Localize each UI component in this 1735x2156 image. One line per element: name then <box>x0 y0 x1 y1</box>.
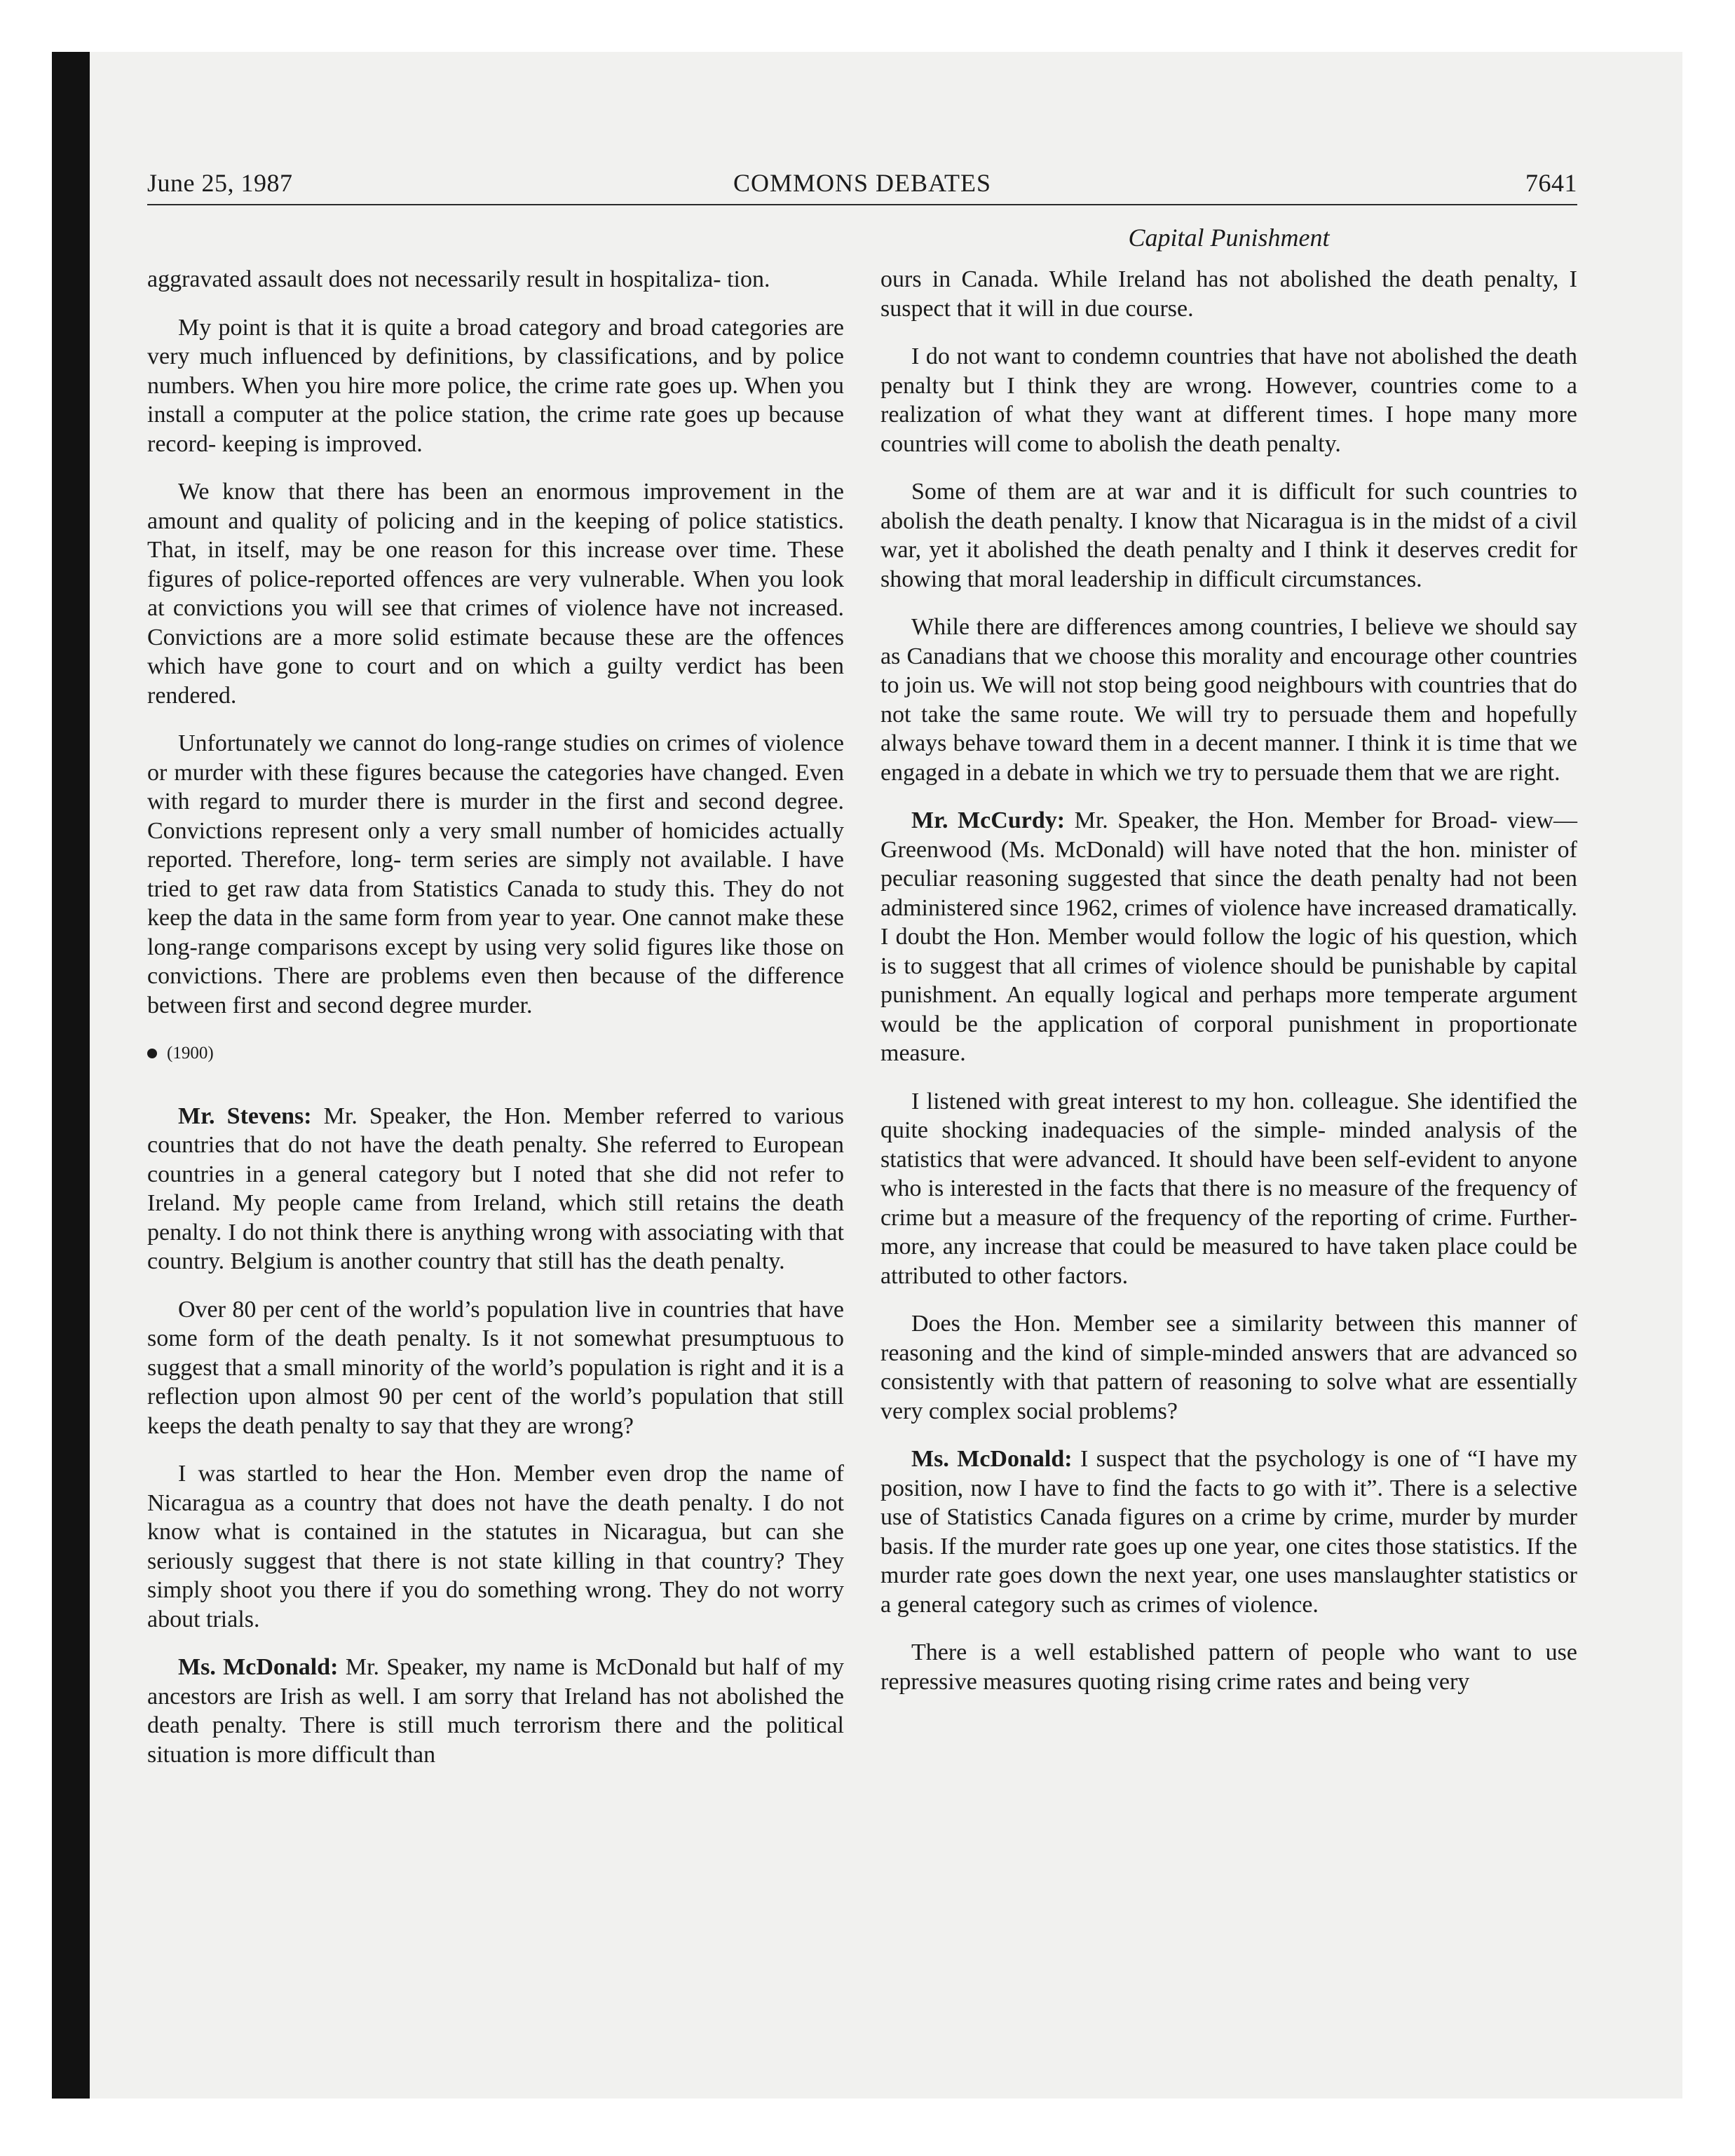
left-column <box>147 265 844 1788</box>
speech-text: Mr. Speaker, my name is McDonald but half of my ancestors are Irish as well. I am sorry that Ireland has not abolished the death penalty. There is still much terrorism there and the political situation is more difficult than <box>147 1654 844 1768</box>
header-title: COMMONS DEBATES <box>733 169 992 197</box>
speech-text: I suspect that the psychology is one of “I have my position, now I have to find the facts to go with it”. There is a selective use of Statistics Canada figures on a crime by crime, murder by murder basis. If the murder rate goes up one year, one cites those statistics. If the murder rate goes down the next year, one uses manslaughter statistics or a general category such as crimes of violence. <box>880 1446 1577 1618</box>
header-date: June 25, 1987 <box>147 169 293 197</box>
speech-paragraph <box>880 806 1577 1068</box>
speaker-name: Mr. McCurdy: <box>911 807 1066 833</box>
subject-heading: Capital Punishment <box>1128 224 1330 252</box>
paragraph: aggravated assault does not necessarily result in hospitaliza- tion. <box>147 266 770 292</box>
speaker-name: Ms. McDonald: <box>911 1446 1073 1472</box>
speech-paragraph <box>880 1445 1577 1619</box>
scan-binding-edge <box>52 52 90 2099</box>
page-header <box>147 168 1577 205</box>
speech-text: Mr. Speaker, the Hon. Member referred to various countries that do not have the death penalty. She referred to European countries in a general category but I noted that she did not refer to Ireland. My people came from Ireland, which still retains the death penalty. I do not think there is anything wrong with associating with that country. Belgium is another country that still has the death penalty. <box>147 1103 845 1274</box>
page-number: 7641 <box>1525 169 1577 197</box>
paragraph: I listened with great interest to my hon. colleague. She identified the quite shocking inadequacies of the simple- minded analysis of the statistics that were advanced. It should have been self-evident to anyone who is interested in the facts that there is no measure of the frequency of crime but a measure of the frequency of the reporting of crime. Further- more, any increase that could be measured to have taken place could be attributed to other factors. <box>880 1088 1577 1289</box>
paragraph: While there are differences among countries, I believe we should say as Canadians that we choose this morality and encourage other countries to join us. We will not stop being good neighbours with countries that do not take the same route. We will try to persuade them and hopefully always behave toward them in a decent manner. I think it is time that we engaged in a debate in which we try to persuade them that we are right. <box>880 614 1577 786</box>
paragraph: There is a well established pattern of people who want to use repressive measures quoting rising crime rates and being very <box>880 1639 1577 1695</box>
paragraph: My point is that it is quite a broad category and broad categories are very much influenced by definitions, by classifications, and by police numbers. When you hire more police, the crime rate goes up. When you install a computer at the police station, the crime rate goes up because record- keeping is improved. <box>147 314 844 457</box>
paragraph: Unfortunately we cannot do long-range studies on crimes of violence or murder with these figures because the categories have changed. Even with regard to murder there is murder in the first and second degree. Convictions represent only a very small number of homicides actually reported. Therefore, long- term series are simply not available. I have tried to get raw data from Statistics Canada to study this. They do not keep the data in the same form from year to year. One cannot make these long-range comparisons except by using very solid figures like those on convictions. There are problems even then because of the difference between first and second degree murder. <box>147 730 844 1018</box>
speech-paragraph <box>147 1653 844 1769</box>
time-marker-text: (1900) <box>167 1044 214 1063</box>
paragraph: ours in Canada. While Ireland has not abolished the death penalty, I suspect that it will in due course. <box>880 266 1577 322</box>
bullet-icon <box>147 1049 157 1058</box>
paragraph: Some of them are at war and it is difficult for such countries to abolish the death penalty. I know that Nicaragua is in the midst of a civil war, yet it abolished the death penalty and I think it deserves credit for showing that moral leadership in difficult circumstances. <box>880 479 1577 592</box>
speech-text: Mr. Speaker, the Hon. Member for Broad- view—Greenwood (Ms. McDonald) will have noted that the hon. minister of peculiar reasoning suggested that since the death penalty had not been administered since 1962, crimes of violence have increased dramatically. I doubt the Hon. Member would follow the logic of his question, which is to suggest that all crimes of violence should be punishable by capital punishment. An equally logical and perhaps more temperate argument would be the application of corporal punishment in proportionate measure. <box>880 807 1577 1066</box>
right-column <box>880 265 1577 1715</box>
paragraph: I was startled to hear the Hon. Member even drop the name of Nicaragua as a country that does not have the death penalty. I do not know what is contained in the statutes in Nicaragua, but can she seriously suggest that there is not state killing in that country? They simply shoot you there if you do something wrong. They do not worry about trials. <box>147 1461 844 1632</box>
paragraph: I do not want to condemn countries that have not abolished the death penalty but I think they are wrong. However, countries come to a realization of what they want at different times. I hope many more countries will come to abolish the death penalty. <box>880 343 1577 457</box>
time-marker <box>147 1039 844 1068</box>
speaker-name: Ms. McDonald: <box>178 1654 339 1680</box>
paragraph: Does the Hon. Member see a similarity between this manner of reasoning and the kind of simple-minded answers that are advanced so consistently with that pattern of reasoning to solve what are essentially very complex social problems? <box>880 1311 1577 1424</box>
paragraph: Over 80 per cent of the world’s population live in countries that have some form of the death penalty. Is it not somewhat presumptuous to suggest that a small minority of the world’s population is right and it is a reflection upon almost 90 per cent of the world’s population that still keeps the death penalty to say that they are wrong? <box>147 1296 844 1439</box>
paragraph: We know that there has been an enormous improvement in the amount and quality of policing and in the keeping of police statistics. That, in itself, may be one reason for this increase over time. These figures of police-reported offences are very vulnerable. When you look at convictions you will see that crimes of violence have not increased. Convictions are a more solid estimate because these are the offences which have gone to court and on which a guilty verdict has been rendered. <box>147 479 844 709</box>
speech-paragraph <box>147 1102 844 1276</box>
speaker-name: Mr. Stevens: <box>178 1103 312 1129</box>
header-rule <box>147 204 1577 205</box>
